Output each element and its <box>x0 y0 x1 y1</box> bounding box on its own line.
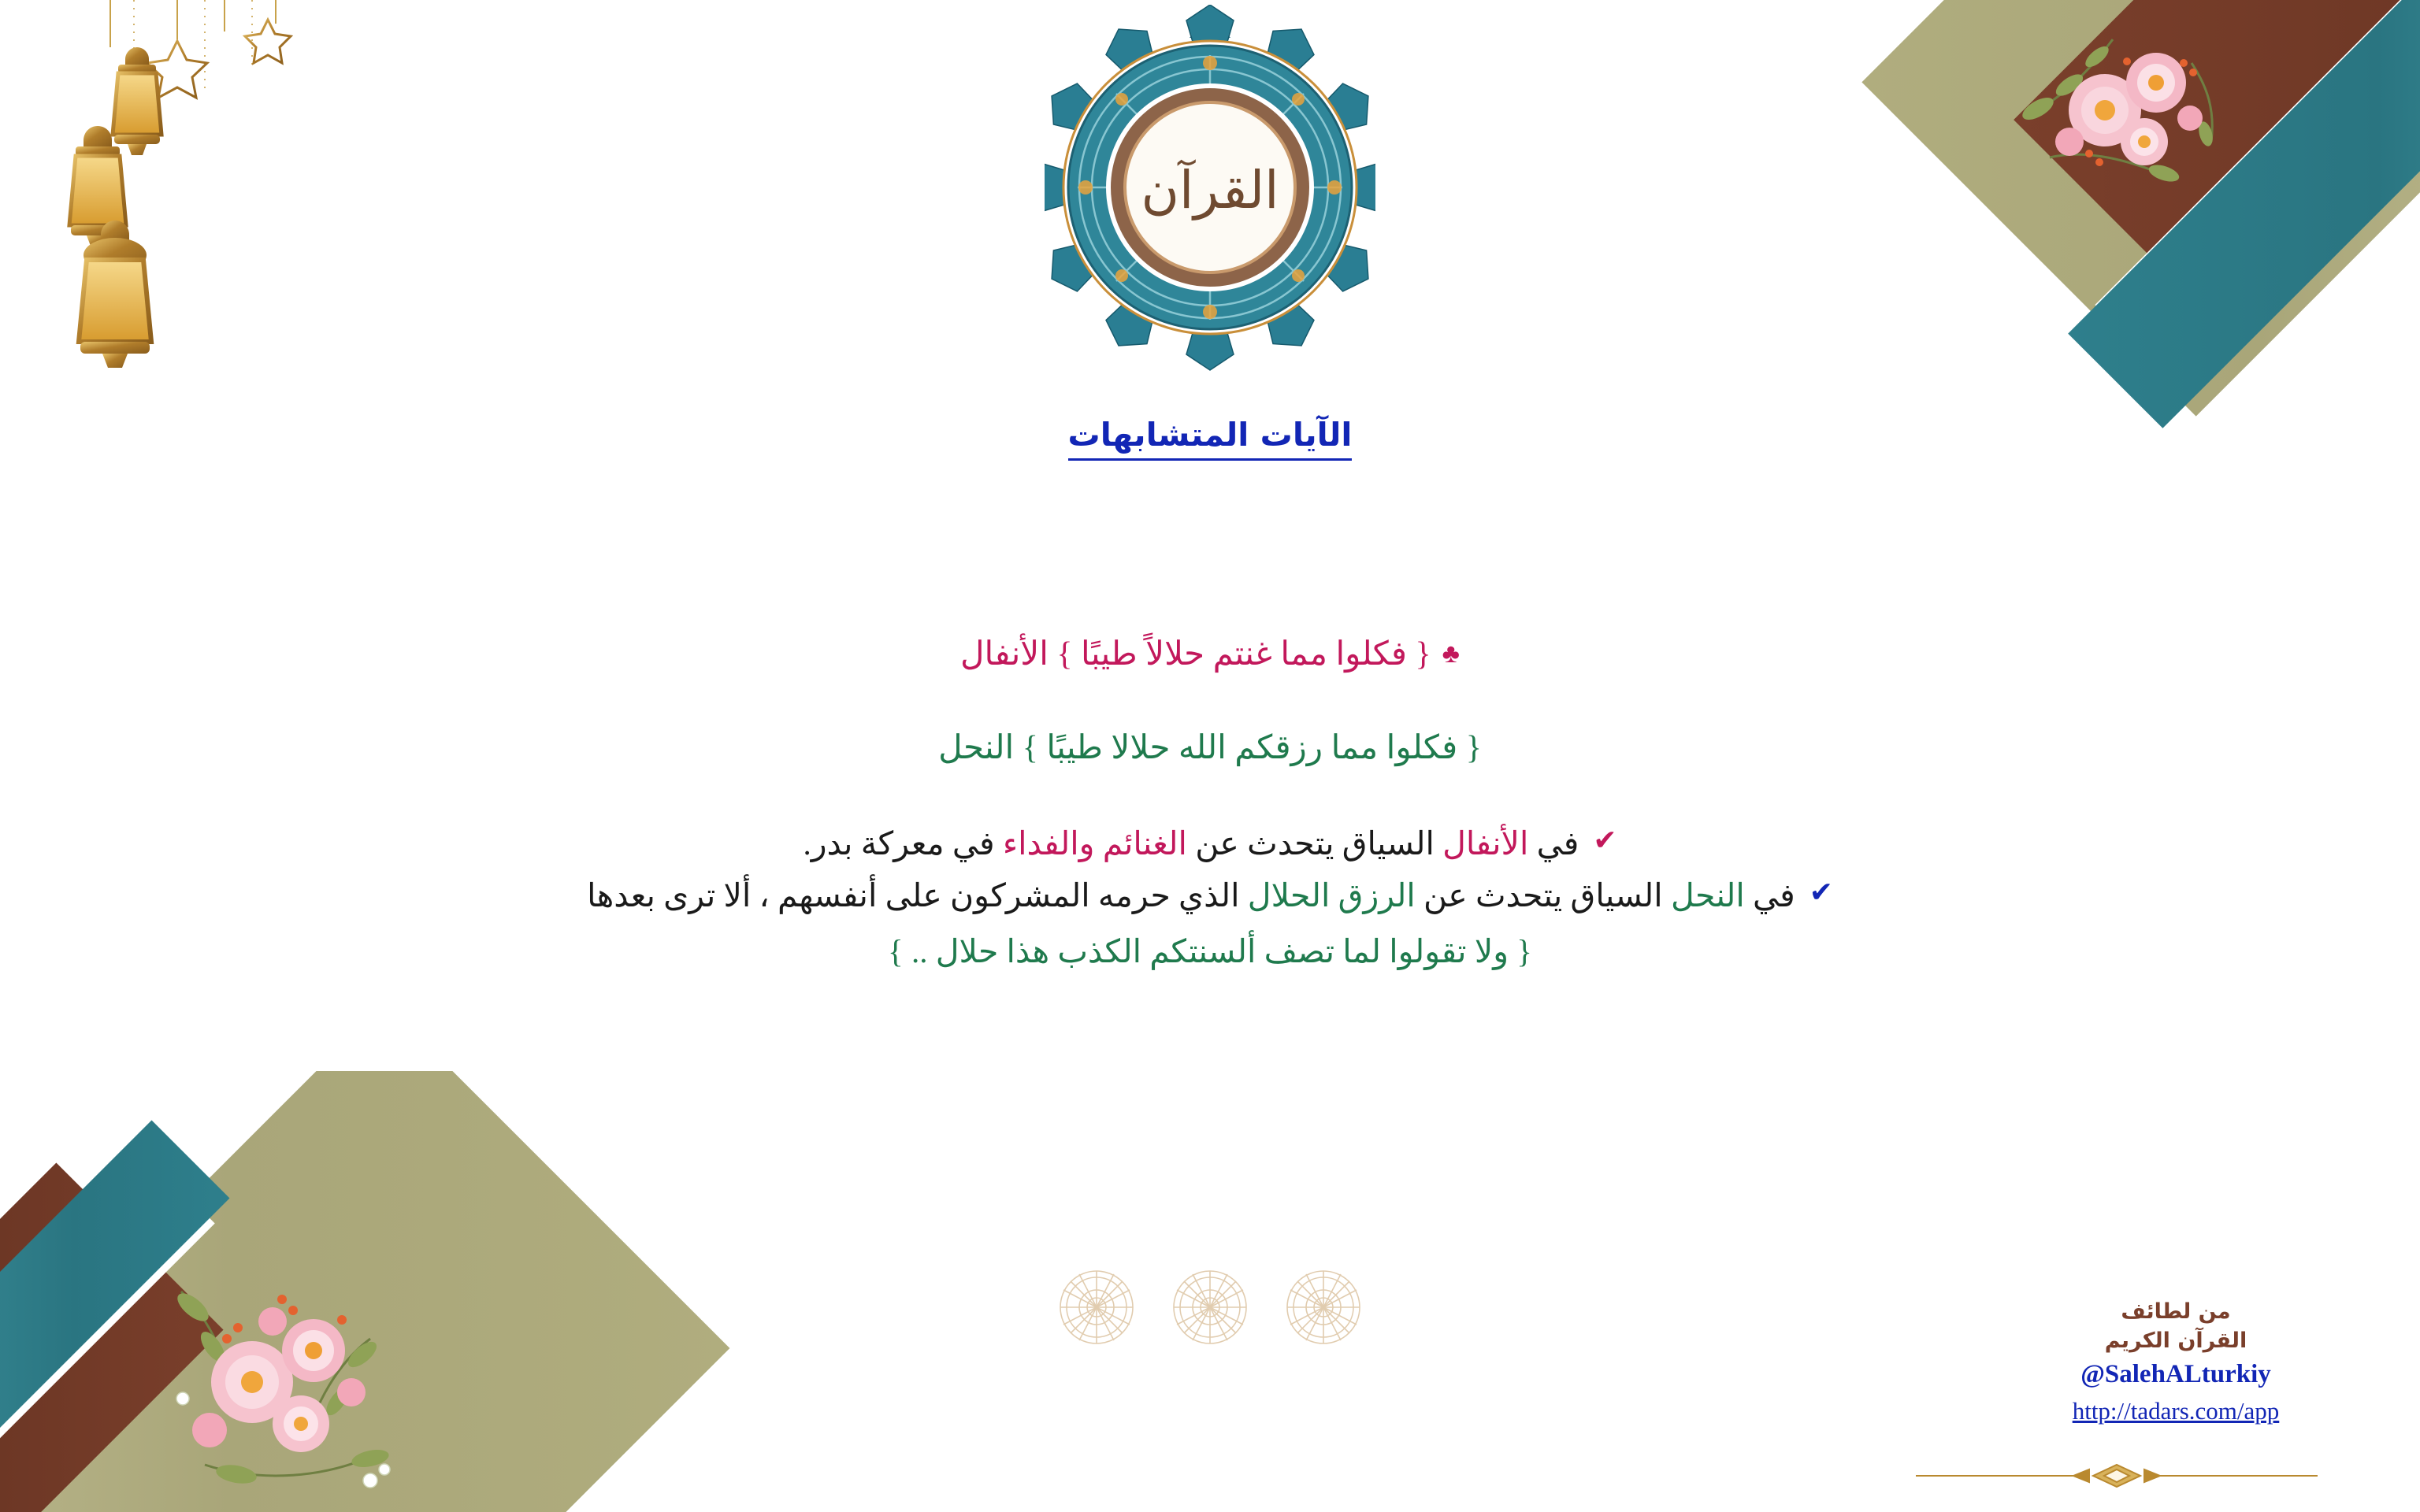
footer-ornament-divider <box>1916 1460 2318 1492</box>
note-highlight: الرزق الحلال <box>1247 877 1416 914</box>
note-fragment: السياق يتحدث عن <box>1186 825 1443 862</box>
note-fragment: في <box>1744 877 1795 914</box>
check-icon: ✔ <box>1593 825 1617 856</box>
floral-decoration-bottom-left <box>134 1244 433 1504</box>
note-item <box>236 869 2184 921</box>
quote-tail: { ولا تقولوا لما تصف ألسنتكم الكذب هذا حلال .. } <box>888 932 1532 969</box>
check-icon: ✔ <box>1809 876 1833 909</box>
page-title-text: الآيات المتشابهات <box>1068 416 1353 461</box>
ayah-text-1: { فكلوا مما غنتم حلالاً طيبًا } الأنفال <box>960 636 1431 673</box>
credit-line-2: القرآن الكريم <box>2104 1328 2247 1353</box>
bottom-left-ribbon-decoration <box>0 1071 867 1512</box>
ribbon-white-gap <box>2095 0 2420 325</box>
credit-block <box>2026 1298 2325 1425</box>
note-text-2 <box>587 869 1795 921</box>
emblem-calligraphy: القرآن <box>1141 160 1279 220</box>
rosette-icon <box>1057 1268 1136 1347</box>
note-fragment: في <box>1528 825 1579 862</box>
ribbon-teal-band <box>0 1121 229 1510</box>
ribbon-teal-band <box>2068 0 2420 428</box>
note-highlight: الأنفال <box>1442 825 1529 862</box>
note-fragment: السياق يتحدث عن <box>1415 877 1671 914</box>
explanation-notes <box>236 817 2184 977</box>
rosette-divider-row <box>1057 1268 1363 1347</box>
ayah-line-2 <box>236 724 2184 773</box>
club-bullet-icon: ♣ <box>1442 639 1460 669</box>
ribbon-khaki-band <box>1861 0 2420 417</box>
app-link[interactable]: http://tadars.com/app <box>2072 1397 2280 1425</box>
rosette-icon <box>1284 1268 1363 1347</box>
ayah-text-2: { فكلوا مما رزقكم الله حلالا طيبًا } النحل <box>938 730 1482 766</box>
hanging-lanterns-decoration <box>16 0 315 457</box>
ribbon-brown-band <box>0 1162 224 1512</box>
note-highlight: النحل <box>1670 877 1745 914</box>
note-highlight: الغنائم والفداء <box>1002 825 1187 862</box>
note-fragment: الذي حرمه المشركون على أنفسهم ، ألا ترى بعدها <box>587 877 1248 914</box>
rosette-icon <box>1171 1268 1249 1347</box>
note-text-1 <box>803 817 1579 869</box>
ribbon-khaki-band <box>0 1071 729 1512</box>
note-item <box>236 817 2184 869</box>
ayah-line-1 <box>236 630 2184 680</box>
twitter-handle: @SalehALturkiy <box>2080 1360 2271 1388</box>
credit-line-1: من لطائف <box>2121 1299 2231 1325</box>
note-fragment: في معركة بدر. <box>803 825 1003 862</box>
ribbon-brown-band <box>2014 0 2420 332</box>
slide-body <box>236 630 2184 977</box>
ribbon-white-gap <box>0 1206 215 1512</box>
page-title <box>0 416 2420 454</box>
floral-decoration-top-right <box>1995 16 2255 228</box>
quran-medallion-emblem <box>1045 5 1375 375</box>
